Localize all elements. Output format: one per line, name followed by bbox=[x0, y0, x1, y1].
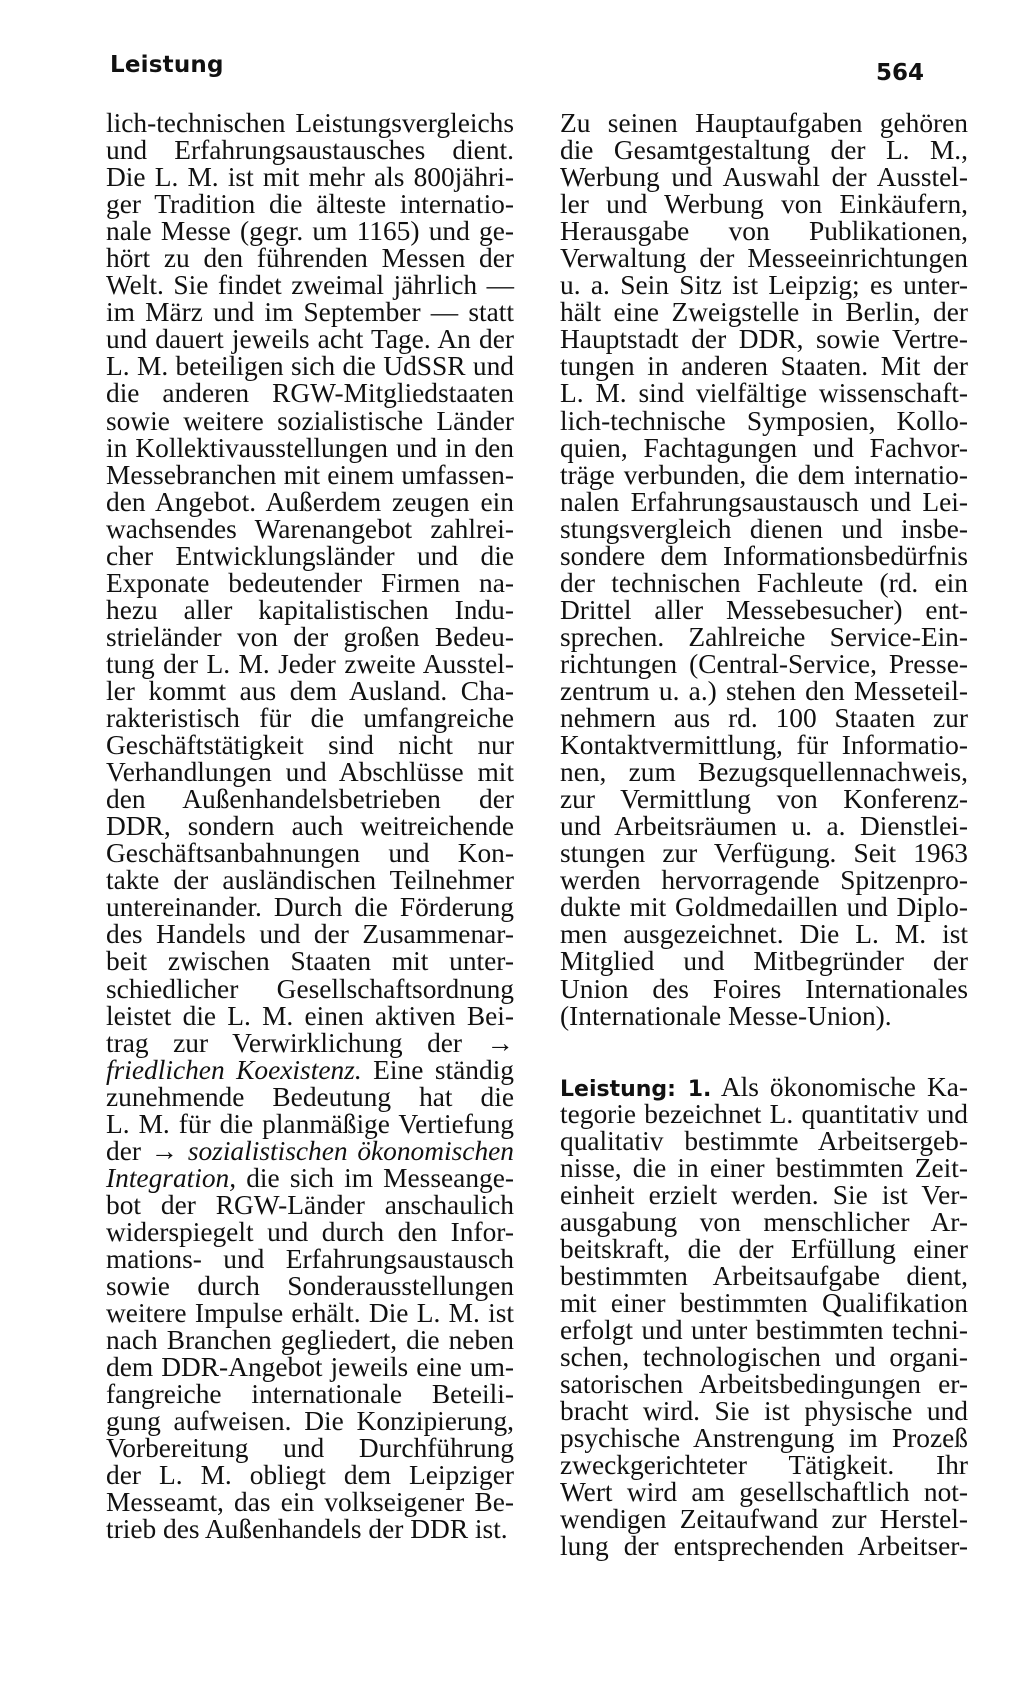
text-segment: gung aufweisen. Die Konzipierung, bbox=[106, 1406, 514, 1437]
text-segment: lung der entsprechenden Arbeitser- bbox=[560, 1531, 968, 1562]
text-line bbox=[560, 948, 968, 975]
text-segment: Zu seinen Hauptaufgaben gehören bbox=[560, 108, 968, 138]
text-segment: nisse, die in einer bestimmten Zeit- bbox=[560, 1152, 968, 1183]
text-line bbox=[106, 621, 514, 652]
text-line bbox=[560, 1098, 968, 1129]
text-line bbox=[106, 759, 514, 786]
text-line bbox=[106, 1189, 514, 1220]
text-line bbox=[560, 648, 968, 679]
text-segment: takte der ausländischen Teilnehmer bbox=[106, 865, 514, 896]
text-segment: Als ökonomische Ka- bbox=[711, 1071, 968, 1102]
text-segment: die sich im Messeange- bbox=[236, 1162, 514, 1193]
text-segment: sowie durch Sonderausstellungen bbox=[106, 1271, 514, 1302]
text-line bbox=[560, 1398, 968, 1425]
text-line bbox=[560, 1452, 968, 1479]
text-segment: zunehmende Bedeutung hat die bbox=[106, 1081, 514, 1112]
text-line bbox=[106, 1243, 514, 1274]
text-segment: und dauert jeweils acht Tage. An der bbox=[106, 324, 514, 355]
text-line bbox=[106, 813, 514, 840]
text-line bbox=[560, 1179, 968, 1210]
left-text-column bbox=[106, 110, 514, 1543]
text-segment: fangreiche internationale Beteili- bbox=[106, 1379, 514, 1410]
text-segment: bestimmten Arbeitsaufgabe dient, bbox=[560, 1260, 968, 1291]
text-line bbox=[560, 786, 968, 813]
text-segment: werden hervorragende Spitzenpro- bbox=[560, 865, 968, 896]
text-segment: nehmern aus rd. 100 Staaten zur bbox=[560, 703, 968, 734]
text-segment: Eine ständig bbox=[361, 1054, 515, 1085]
text-line bbox=[560, 1425, 968, 1452]
text-line bbox=[106, 1408, 514, 1435]
text-line bbox=[106, 432, 514, 463]
text-line bbox=[560, 272, 968, 299]
text-segment: nen, zum Bezugsquellennachweis, bbox=[560, 757, 968, 788]
text-line bbox=[106, 1162, 514, 1193]
text-line bbox=[106, 1027, 514, 1058]
text-segment: Drittel aller Messebesucher) ent- bbox=[560, 594, 968, 625]
text-segment: in Kollektivausstellungen und in den bbox=[106, 432, 514, 463]
cross-reference-italic: sozialistischen ökonomischen bbox=[187, 1135, 515, 1166]
text-segment: DDR, sondern auch weitreichende bbox=[106, 811, 514, 842]
text-line bbox=[106, 405, 514, 436]
text-line bbox=[560, 1260, 968, 1291]
page-header-keyword: Leistung bbox=[110, 52, 224, 78]
text-segment: psychische Anstrengung im Prozeß bbox=[560, 1423, 968, 1454]
text-segment: zur Vermittlung von Konferenz- bbox=[560, 784, 968, 815]
entry-continuation-paragraph bbox=[560, 110, 968, 1030]
text-line bbox=[106, 272, 514, 299]
text-segment: L. M. für die planmäßige Vertiefung bbox=[106, 1108, 514, 1139]
text-line bbox=[560, 137, 968, 164]
text-line bbox=[106, 840, 514, 867]
text-line bbox=[106, 326, 514, 353]
text-line bbox=[560, 459, 968, 490]
text-line bbox=[560, 705, 968, 732]
text-segment: den Angebot. Außerdem zeugen ein bbox=[106, 486, 514, 517]
text-segment: nalen Erfahrungsaustausch und Lei- bbox=[560, 486, 968, 517]
text-line bbox=[106, 1435, 514, 1462]
text-segment: beitskraft, die der Erfüllung einer bbox=[560, 1233, 968, 1264]
text-line bbox=[106, 353, 514, 380]
text-segment: bracht wird. Sie ist physische und bbox=[560, 1396, 968, 1427]
text-segment: qualitativ bestimmte Arbeitsergeb- bbox=[560, 1125, 968, 1156]
text-segment: der technischen Fachleute (rd. ein bbox=[560, 567, 968, 598]
text-segment: Geschäftsanbahnungen und Kon- bbox=[106, 838, 514, 869]
text-line bbox=[560, 1233, 968, 1264]
text-segment: die Gesamtgestaltung der L. M., bbox=[560, 135, 968, 166]
text-line bbox=[106, 948, 514, 975]
text-line bbox=[106, 732, 514, 759]
text-segment: stungen zur Verfügung. Seit 1963 bbox=[560, 838, 968, 869]
text-segment: tegorie bezeichnet L. quantitativ und bbox=[560, 1098, 968, 1129]
text-segment: Verhandlungen und Abschlüsse mit bbox=[106, 757, 514, 788]
text-line bbox=[106, 1216, 514, 1247]
text-segment: mations- und Erfahrungsaustausch bbox=[106, 1243, 514, 1274]
text-line bbox=[560, 110, 968, 137]
text-segment: trieb des Außenhandels der DDR ist. bbox=[106, 1514, 508, 1545]
text-segment: des Handels und der Zusammenar- bbox=[106, 919, 514, 950]
text-segment: weitere Impulse erhält. Die L. M. ist bbox=[106, 1298, 514, 1329]
text-line bbox=[560, 1479, 968, 1506]
text-segment: erfolgt und unter bestimmten techni- bbox=[560, 1315, 968, 1346]
text-segment: zentrum u. a.) stehen den Messeteil- bbox=[560, 675, 968, 706]
text-line bbox=[560, 405, 968, 436]
text-line bbox=[106, 299, 514, 326]
text-line bbox=[560, 1206, 968, 1237]
text-segment: den Außenhandelsbetrieben der bbox=[106, 784, 514, 815]
text-segment: Messeamt, das ein volkseigener Be- bbox=[106, 1487, 514, 1518]
text-line bbox=[560, 759, 968, 786]
text-segment: stungsvergleich dienen und insbe- bbox=[560, 513, 968, 544]
entry-leistung-paragraph bbox=[560, 1071, 968, 1562]
text-segment: men ausgezeichnet. Die L. M. ist bbox=[560, 919, 968, 950]
text-line bbox=[560, 1344, 968, 1371]
cross-reference-italic: Integration, bbox=[106, 1162, 237, 1193]
text-line bbox=[560, 621, 968, 652]
text-line bbox=[106, 1354, 514, 1381]
text-line bbox=[560, 1371, 968, 1398]
text-line bbox=[106, 1081, 514, 1112]
text-line bbox=[106, 513, 514, 544]
text-segment: und Arbeitsräumen u. a. Dienstlei- bbox=[560, 811, 968, 842]
text-segment: lich-technische Symposien, Kollo- bbox=[560, 405, 968, 436]
text-line bbox=[106, 648, 514, 679]
text-line bbox=[560, 380, 968, 407]
text-line bbox=[106, 1135, 515, 1166]
text-line bbox=[560, 1287, 968, 1318]
text-segment: ausgabung von menschlicher Ar- bbox=[560, 1206, 968, 1237]
text-line bbox=[106, 675, 514, 706]
text-segment: beit zwischen Staaten mit unter- bbox=[106, 946, 514, 977]
text-segment: im März und im September — statt bbox=[106, 297, 514, 328]
cross-reference-italic: friedlichen Koexistenz. bbox=[106, 1054, 362, 1085]
text-segment: Herausgabe von Publikationen, bbox=[560, 216, 968, 247]
text-line bbox=[106, 894, 514, 921]
text-segment: richtungen (Central-Service, Presse- bbox=[560, 648, 968, 679]
text-line bbox=[106, 921, 514, 948]
text-segment: ler kommt aus dem Ausland. Cha- bbox=[106, 675, 514, 706]
text-line bbox=[106, 1300, 514, 1327]
text-segment: L. M. sind vielfältige wissenschaft- bbox=[560, 378, 968, 409]
text-segment: dem DDR-Angebot jeweils eine um- bbox=[106, 1352, 514, 1383]
text-segment: schen, technologischen und organi- bbox=[560, 1342, 968, 1373]
text-segment: u. a. Sein Sitz ist Leipzig; es unter- bbox=[560, 270, 968, 301]
text-line bbox=[106, 110, 514, 137]
text-segment: Kontaktvermittlung, für Informatio- bbox=[560, 730, 968, 761]
text-segment: tungen in anderen Staaten. Mit der bbox=[560, 351, 968, 382]
text-segment: sowie weitere sozialistische Länder bbox=[106, 405, 514, 436]
text-line bbox=[106, 540, 514, 571]
text-line bbox=[560, 164, 968, 191]
text-line bbox=[106, 786, 514, 813]
text-segment: Wert wird am gesellschaftlich not- bbox=[560, 1477, 968, 1508]
text-segment: dukte mit Goldmedaillen und Diplo- bbox=[560, 892, 968, 923]
text-segment: die anderen RGW-Mitgliedstaaten bbox=[106, 378, 514, 409]
text-line bbox=[560, 326, 968, 353]
text-line bbox=[560, 1317, 968, 1344]
text-segment: hört zu den führenden Messen der bbox=[106, 243, 514, 274]
text-segment: trag zur Verwirklichung der → bbox=[106, 1027, 514, 1058]
text-line bbox=[560, 432, 968, 463]
text-segment: cher Entwicklungsländer und die bbox=[106, 540, 514, 571]
text-line bbox=[560, 594, 968, 625]
text-segment: Werbung und Auswahl der Ausstel- bbox=[560, 162, 968, 193]
entry-headword: Leistung: 1. bbox=[560, 1076, 712, 1102]
text-segment: sondere dem Informationsbedürfnis bbox=[560, 540, 968, 571]
text-segment: satorischen Arbeitsbedingungen er- bbox=[560, 1369, 968, 1400]
text-line bbox=[560, 1152, 968, 1183]
text-line bbox=[106, 1462, 514, 1489]
text-segment: L. M. beteiligen sich die UdSSR und bbox=[106, 351, 514, 382]
text-line bbox=[560, 540, 968, 571]
text-segment: Welt. Sie findet zweimal jährlich — bbox=[106, 270, 514, 301]
text-line bbox=[106, 867, 514, 894]
text-line bbox=[106, 191, 514, 218]
text-segment: nach Branchen gegliedert, die neben bbox=[106, 1325, 514, 1356]
text-segment: Mitglied und Mitbegründer der bbox=[560, 946, 968, 977]
text-line bbox=[560, 486, 968, 517]
text-segment: sprechen. Zahlreiche Service-Ein- bbox=[560, 621, 968, 652]
text-line bbox=[560, 353, 968, 380]
text-segment: wendigen Zeitaufwand zur Herstel- bbox=[560, 1504, 968, 1535]
text-line bbox=[560, 675, 968, 706]
right-text-column bbox=[560, 110, 968, 1560]
text-line bbox=[106, 1000, 514, 1031]
text-segment: wachsendes Warenangebot zahlrei- bbox=[106, 513, 514, 544]
text-segment: ler und Werbung von Einkäufern, bbox=[560, 189, 968, 220]
text-line bbox=[106, 1381, 514, 1408]
text-line bbox=[560, 1071, 968, 1102]
text-line bbox=[106, 973, 514, 1004]
text-line bbox=[106, 1273, 514, 1300]
text-line bbox=[560, 513, 968, 544]
text-segment: untereinander. Durch die Förderung bbox=[106, 892, 514, 923]
text-segment: lich-technischen Leistungsvergleichs bbox=[106, 108, 514, 138]
text-line bbox=[106, 164, 514, 191]
text-line bbox=[560, 894, 968, 921]
text-line bbox=[106, 380, 514, 407]
text-segment: (Internationale Messe-Union). bbox=[560, 1000, 892, 1031]
text-segment: tung der L. M. Jeder zweite Ausstel- bbox=[106, 648, 514, 679]
text-segment: Verwaltung der Messeeinrichtungen bbox=[560, 243, 968, 274]
text-line bbox=[560, 732, 968, 759]
text-segment: Die L. M. ist mit mehr als 800jähri- bbox=[106, 162, 514, 193]
text-segment: mit einer bestimmten Qualifikation bbox=[560, 1287, 968, 1318]
text-segment: rakteristisch für die umfangreiche bbox=[106, 703, 514, 734]
text-line bbox=[560, 1125, 968, 1156]
text-segment: Hauptstadt der DDR, sowie Vertre- bbox=[560, 324, 968, 355]
text-line bbox=[560, 191, 968, 218]
text-segment: nale Messe (gegr. um 1165) und ge- bbox=[106, 216, 514, 247]
text-line bbox=[560, 1506, 968, 1533]
text-line bbox=[560, 921, 968, 948]
text-segment: zweckgerichteter Tätigkeit. Ihr bbox=[560, 1450, 968, 1481]
text-segment: Union des Foires Internationales bbox=[560, 973, 968, 1004]
text-line bbox=[560, 1000, 968, 1031]
text-segment: träge verbunden, die dem internatio- bbox=[560, 459, 968, 490]
text-segment: hezu aller kapitalistischen Indu- bbox=[106, 594, 514, 625]
text-line bbox=[106, 245, 514, 272]
text-line bbox=[106, 1516, 514, 1543]
text-segment: ger Tradition die älteste internatio- bbox=[106, 189, 514, 220]
text-line bbox=[106, 1054, 515, 1085]
text-segment: und Erfahrungsaustausches dient. bbox=[106, 135, 514, 166]
text-line bbox=[106, 459, 514, 490]
text-line bbox=[106, 1489, 514, 1516]
text-segment: der → bbox=[106, 1135, 188, 1166]
text-segment: bot der RGW-Länder anschaulich bbox=[106, 1189, 514, 1220]
text-line bbox=[106, 705, 514, 732]
text-segment: strieländer von der großen Bedeu- bbox=[106, 621, 514, 652]
text-segment: schiedlicher Gesellschaftsordnung bbox=[106, 973, 514, 1004]
text-segment: Vorbereitung und Durchführung bbox=[106, 1433, 514, 1464]
text-line bbox=[106, 1108, 514, 1139]
text-line bbox=[560, 973, 968, 1004]
text-segment: quien, Fachtagungen und Fachvor- bbox=[560, 432, 968, 463]
text-line bbox=[560, 245, 968, 272]
text-line bbox=[560, 567, 968, 598]
text-segment: leistet die L. M. einen aktiven Bei- bbox=[106, 1000, 514, 1031]
text-segment: Geschäftstätigkeit sind nicht nur bbox=[106, 730, 514, 761]
text-line bbox=[560, 1533, 968, 1560]
text-segment: der L. M. obliegt dem Leipziger bbox=[106, 1460, 514, 1491]
text-line bbox=[560, 840, 968, 867]
page-number: 564 bbox=[875, 60, 924, 86]
text-line bbox=[106, 1327, 514, 1354]
text-line bbox=[106, 594, 514, 625]
text-line bbox=[560, 867, 968, 894]
text-line bbox=[106, 137, 514, 164]
text-line bbox=[106, 218, 514, 245]
text-line bbox=[560, 813, 968, 840]
text-segment: Exponate bedeutender Firmen na- bbox=[106, 567, 514, 598]
text-line bbox=[560, 218, 968, 245]
text-line bbox=[106, 567, 514, 598]
text-segment: widerspiegelt und durch den Infor- bbox=[106, 1216, 514, 1247]
text-line bbox=[106, 486, 514, 517]
text-segment: Messebranchen mit einem umfassen- bbox=[106, 459, 514, 490]
text-line bbox=[560, 299, 968, 326]
text-segment: hält eine Zweigstelle in Berlin, der bbox=[560, 297, 968, 328]
text-segment: einheit erzielt werden. Sie ist Ver- bbox=[560, 1179, 968, 1210]
